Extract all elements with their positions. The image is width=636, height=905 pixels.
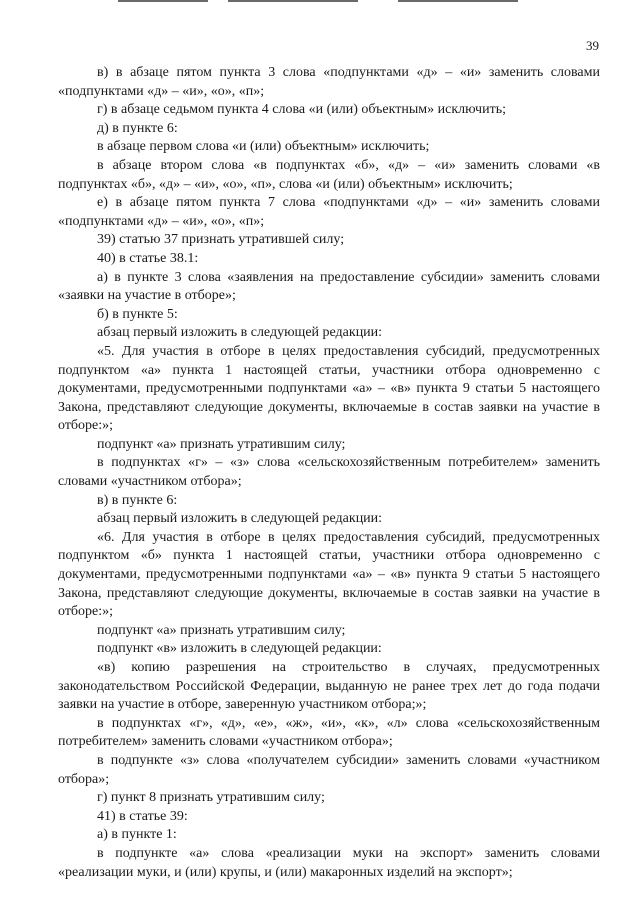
top-rule-right xyxy=(398,0,518,2)
paragraph: 39) статью 37 признать утратившей силу; xyxy=(97,232,345,248)
paragraph: в абзаце первом слова «и (или) объектным» исключить; xyxy=(97,139,430,155)
paragraph: «6. Для участия в отборе в целях предоставления субсидий, предусмотренных подпунктом «б» пункта 1 настоящей статьи, участники отбора одновременно с документами, предусмотренными подпунктами «а» – «в» пункта 9 статьи 5 настоящего Закона, представляют следующие документы, включаемые в состав заявки на участие в отборе:»; xyxy=(58,529,600,620)
paragraph: в подпункте «з» слова «получателем субсидии» заменить словами «участником отбора»; xyxy=(58,752,600,787)
page-number: 39 xyxy=(586,38,599,53)
paragraph: «5. Для участия в отборе в целях предоставления субсидий, предусмотренных подпунктом «а» пункта 1 настоящей статьи, участники отбора одновременно с документами, предусмотренными подпунктами «а» – «в» пункта 9 статьи 5 настоящего Закона, представляют следующие документы, включаемые в состав заявки на участие в отборе:»; xyxy=(58,343,600,434)
paragraph: в) в пункте 6: xyxy=(97,492,178,508)
paragraph: г) пункт 8 признать утратившим силу; xyxy=(97,790,325,806)
paragraph: в абзаце втором слова «в подпунктах «б», «д» – «и» заменить словами «в подпунктах «б», «д» – «и», «о», «п», слова «и (или) объектным» исключить; xyxy=(58,157,600,192)
paragraph: 40) в статье 38.1: xyxy=(97,250,199,266)
paragraph: е) в абзаце пятом пункта 7 слова «подпунктами «д» – «и» заменить словами «подпунктами «д» – «и», «о», «п»; xyxy=(58,195,600,229)
paragraph: в подпунктах «г» – «з» слова «сельскохозяйственным потребителем» заменить словами «участником отбора»; xyxy=(58,455,600,490)
paragraph: 41) в статье 39: xyxy=(97,808,188,824)
paragraph: абзац первый изложить в следующей редакции: xyxy=(97,511,383,527)
paragraph: подпункт «а» признать утратившим силу; xyxy=(97,436,346,452)
top-rule-left xyxy=(118,0,208,2)
paragraph: б) в пункте 5: xyxy=(97,306,178,322)
document-body xyxy=(58,64,600,882)
paragraph: а) в пункте 1: xyxy=(97,827,177,843)
paragraph: г) в абзаце седьмом пункта 4 слова «и (или) объектным» исключить; xyxy=(97,102,506,118)
paragraph: «в) копию разрешения на строительство в случаях, предусмотренных законодательством Российской Федерации, выданную не ранее трех лет до года подачи заявки на участие в отборе, заверенную участником отбора;»; xyxy=(58,660,600,713)
paragraph: подпункт «а» признать утратившим силу; xyxy=(97,622,346,638)
paragraph: д) в пункте 6: xyxy=(97,120,178,136)
top-rule-middle xyxy=(228,0,358,2)
paragraph: подпункт «в» изложить в следующей редакции: xyxy=(97,641,382,657)
paragraph: абзац первый изложить в следующей редакции: xyxy=(97,325,383,341)
paragraph: в подпункте «а» слова «реализации муки на экспорт» заменить словами «реализации муки, и (или) крупы, и (или) макаронных изделий на экспорт»; xyxy=(58,845,600,880)
paragraph: в) в абзаце пятом пункта 3 слова «подпунктами «д» – «и» заменить словами «подпунктами «д» – «и», «о», «п»; xyxy=(58,65,600,99)
paragraph: а) в пункте 3 слова «заявления на предоставление субсидии» заменить словами «заявки на участие в отборе»; xyxy=(58,269,600,304)
paragraph: в подпунктах «г», «д», «е», «ж», «и», «к», «л» слова «сельскохозяйственным потребителем» заменить словами «участником отбора»; xyxy=(58,715,600,750)
